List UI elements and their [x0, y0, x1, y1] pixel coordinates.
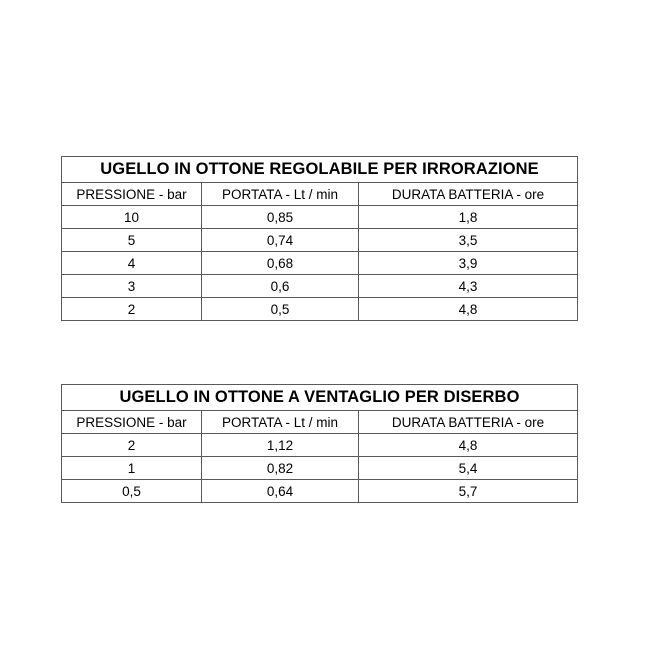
table-row	[62, 206, 578, 229]
cell-flow-rate: 0,85	[202, 206, 359, 229]
cell-flow-rate: 0,68	[202, 252, 359, 275]
cell-pressure: 2	[62, 298, 202, 321]
cell-flow-rate: 0,5	[202, 298, 359, 321]
table-title: UGELLO IN OTTONE REGOLABILE PER IRRORAZIONE	[62, 157, 578, 183]
table-title: UGELLO IN OTTONE A VENTAGLIO PER DISERBO	[62, 385, 578, 411]
table-row	[62, 252, 578, 275]
table-row	[62, 298, 578, 321]
cell-pressure: 2	[62, 434, 202, 457]
table-row	[62, 480, 578, 503]
header-flow-rate: PORTATA - Lt / min	[202, 183, 359, 206]
table-row	[62, 457, 578, 480]
cell-pressure: 4	[62, 252, 202, 275]
table-row	[62, 434, 578, 457]
table-title-row	[62, 385, 578, 411]
cell-flow-rate: 0,74	[202, 229, 359, 252]
cell-battery-duration: 4,8	[359, 298, 578, 321]
table-header-row	[62, 411, 578, 434]
cell-pressure: 5	[62, 229, 202, 252]
header-battery-duration: DURATA BATTERIA - ore	[359, 183, 578, 206]
header-battery-duration: DURATA BATTERIA - ore	[359, 411, 578, 434]
header-pressure: PRESSIONE - bar	[62, 183, 202, 206]
cell-pressure: 3	[62, 275, 202, 298]
header-pressure: PRESSIONE - bar	[62, 411, 202, 434]
cell-battery-duration: 3,9	[359, 252, 578, 275]
cell-battery-duration: 3,5	[359, 229, 578, 252]
table-row	[62, 275, 578, 298]
cell-flow-rate: 1,12	[202, 434, 359, 457]
cell-battery-duration: 4,8	[359, 434, 578, 457]
nozzle-table-weeding	[61, 384, 578, 503]
cell-flow-rate: 0,82	[202, 457, 359, 480]
table-row	[62, 229, 578, 252]
header-flow-rate: PORTATA - Lt / min	[202, 411, 359, 434]
cell-flow-rate: 0,64	[202, 480, 359, 503]
table-title-row	[62, 157, 578, 183]
cell-battery-duration: 1,8	[359, 206, 578, 229]
cell-pressure: 0,5	[62, 480, 202, 503]
cell-battery-duration: 5,4	[359, 457, 578, 480]
cell-flow-rate: 0,6	[202, 275, 359, 298]
cell-battery-duration: 4,3	[359, 275, 578, 298]
cell-pressure: 1	[62, 457, 202, 480]
nozzle-table-irrigation	[61, 156, 578, 321]
cell-pressure: 10	[62, 206, 202, 229]
table-header-row	[62, 183, 578, 206]
cell-battery-duration: 5,7	[359, 480, 578, 503]
